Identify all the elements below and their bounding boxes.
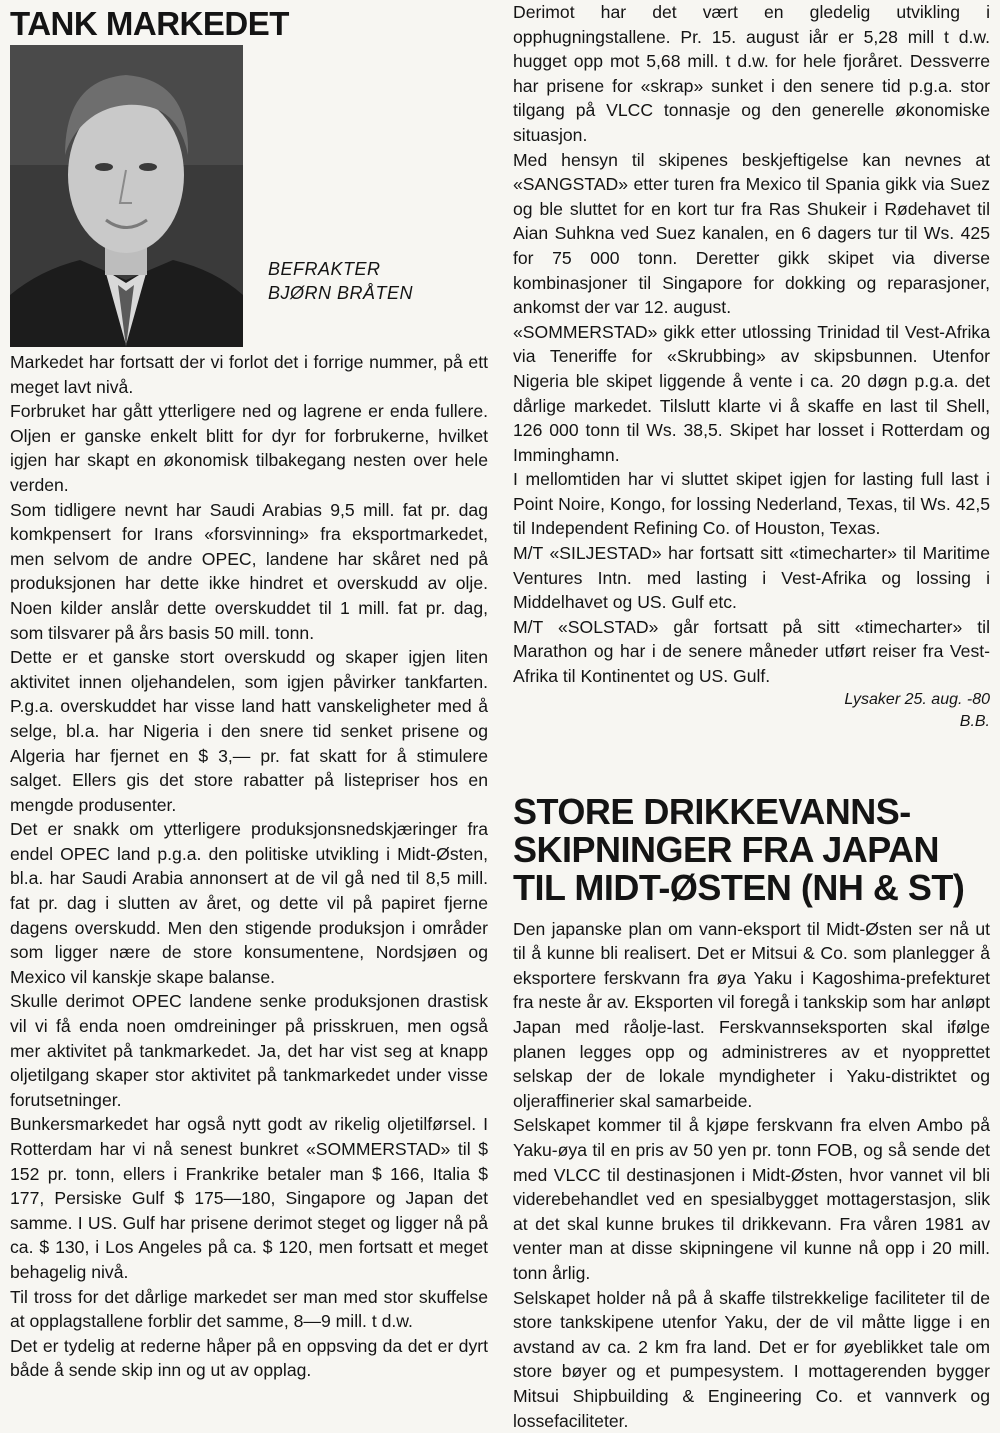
paragraph: Derimot har det vært en gledelig utvikling i opphugningstallene. Pr. 15. august iår er 5,28 mill t d.w. hugget opp mot 5,68 mill. t d.w. for hele fjoråret. Dessverre har prisene for «skrap» sunket i den senere tid p.g.a. stor tilgang på VLCC tonnasje og den generelle økonomiske situasjon. — [513, 2, 990, 145]
title-line: TIL MIDT-ØSTEN (NH & ST) — [513, 866, 965, 908]
paragraph: Dette er et ganske stort overskudd og skaper igjen liten aktivitet innen oljehandelen, som igjen påvirker tankfarten. P.g.a. overskuddet har visse land hatt vanskeligheter med å selge, bl.a. har Nigeria i den snere tid senket prisene og Algeria har fjernet en $ 3,— pr. fat skatt for å stimulere salget. Ellers gis det store rabatter på listepriser hos en mengde produsenter. — [10, 647, 488, 815]
tank-article-body-left — [10, 350, 488, 1383]
paragraph: «SOMMERSTAD» gikk etter utlossing Trinidad til Vest-Afrika via Teneriffe for «Skrubbing» av skipsbunnen. Utenfor Nigeria ble skipet liggende å vente i ca. 20 døgn p.g.a. det dårlige markedet. Tilslutt klarte vi å skaffe en last til Shell, 126 000 tonn til Ws. 38,5. Skipet har losset i Rotterdam og Imminghamn. — [513, 321, 990, 465]
paragraph: Det er tydelig at rederne håper på en oppsving da det er dyrt både å sende skip inn og ut av opplag. — [10, 1335, 488, 1381]
title-line: STORE DRIKKEVANNS- — [513, 790, 911, 832]
title-line: SKIPNINGER FRA JAPAN — [513, 828, 940, 870]
paragraph: Med hensyn til skipenes beskjeftigelse kan nevnes at «SANGSTAD» etter turen fra Mexico til Spania gikk via Suez og ble sluttet for en kort tur fra Ras Shukeir i Rødehavet til Aian Suhkna ved Suez kanalen, en 6 dagers tur til Ws. 425 for 75 000 tonn. Deretter gikk skipet via diverse kombinasjoner til Singapore for dokking og reparasjoner, ankomst der var 12. august. — [513, 149, 990, 318]
article-title-store-drikkevanns — [513, 790, 990, 908]
paragraph: Markedet har fortsatt der vi forlot det i forrige nummer, på ett meget lavt nivå. — [10, 352, 488, 397]
paragraph: Skulle derimot OPEC landene senke produksjonen drastisk vil vi få enda noen omdreininger på prisskruen, men også mer aktivitet på tankmarkedet. Ja, det har vist seg at knapp oljetilgang skaper stor aktivitet på tankmarkedet under visse forutsetninger. — [10, 991, 488, 1110]
paragraph: Selskapet holder nå på å skaffe tilstrekkelige faciliteter til de store tankskipene utenfor Yaku, der de vil måtte ligge i en avstand av ca. 2 km fra land. Det er for øyeblikket tale om store bøyer og et pumpesystem. I mottagerenden bygger Mitsui Shipbuilding & Engineering Co. et vannverk og lossefaciliteter. — [513, 1287, 990, 1431]
paragraph: Forbruket har gått ytterligere ned og lagrene er enda fullere. Oljen er ganske enkelt blitt for dyr for forbrukerne, hvilket igjen har skapt en økonomisk tilbakegang nesten over hele verden. — [10, 401, 488, 495]
paragraph: M/T «SILJESTAD» har fortsatt sitt «timecharter» til Maritime Ventures Intn. med lasting i Vest-Afrika og lossing i Middelhavet og US. Gulf etc. — [513, 543, 990, 613]
article-title-tank-markedet: TANK MARKEDET — [10, 5, 289, 42]
paragraph: Bunkersmarkedet har også nytt godt av rikelig oljetilførsel. I Rotterdam har vi nå senest bunkret «SOMMERSTAD» til $ 152 pr. tonn, ellers i Frankrike betaler man $ 166, Italia $ 177, Persiske Gulf $ 175—180, Singapore og Japan det samme. I US. Gulf har prisene derimot steget og ligger nå på ca. $ 130, i Los Angeles på ca. $ 120, men fortsatt et meget behagelig nivå. — [10, 1114, 488, 1282]
paragraph: Selskapet kommer til å kjøpe ferskvann fra elven Ambo på Yaku-øya til en pris av 50 yen pr. tonn FOB, og så sende det med VLCC til destinasjonen i Midt-Østen, hvor vannet vil bli viderebehandlet ved en spesialbygget mottagerstasjon, slik at det skal kunne brukes til drikkevann. Fra våren 1981 av venter man at disse skipningene vil kunne nå opp i 20 mill. tonn årlig. — [513, 1115, 990, 1283]
paragraph: M/T «SOLSTAD» går fortsatt på sitt «timecharter» til Marathon og har i de senere måneder utført reiser fra Vest-Afrika til Kontinentet og US. Gulf. — [513, 616, 990, 687]
photo-block — [10, 45, 488, 350]
caption-role: BEFRAKTER — [268, 259, 381, 279]
paragraph: Den japanske plan om vann-eksport til Midt-Østen ser nå ut til å kunne bli realisert. Det er Mitsui & Co. som planlegger å eksportere ferskvann fra øya Yaku i Kagoshima-prefekturet fra neste år av. Eksporten vil foregå i tankskip som har anløpt Japan med råolje-last. Ferskvannseksporten skal ifølge planen legges opp og administreres av et nyopprettet selskap der de lokale myndigheter i Yaku-distriktet og oljeraffinerier skal samarbeide. — [513, 918, 990, 1111]
caption-name: BJØRN BRÅTEN — [268, 283, 414, 303]
tank-article-body-right — [513, 0, 990, 733]
left-column — [10, 0, 488, 1383]
store-article-body — [513, 917, 990, 1433]
right-column — [513, 0, 990, 1433]
paragraph: Som tidligere nevnt har Saudi Arabias 9,5 mill. fat pr. dag komkpensert for Irans «forsvinning» fra eksportmarkedet, men selvom de andre OPEC, landene har skåret ned på produksjonen har dette ikke hindret et overskudd av olje. Noen kilder anslår dette overskuddet til 1 mill. fat pr. dag, som tilsvarer på års basis 50 mill. tonn. — [10, 499, 488, 643]
portrait-illustration — [10, 45, 243, 347]
paragraph: I mellomtiden har vi sluttet skipet igjen for lasting full last i Point Noire, Kongo, for lossing Nederland, Texas, til Ws. 42,5 til Independent Refining Co. of Houston, Texas. — [513, 469, 990, 539]
paragraph: Det er snakk om ytterligere produksjonsnedskjæringer fra endel OPEC land p.g.a. den politiske utvikling i Midt-Østen, bl.a. har Saudi Arabia annonsert at de vil gå ned til 8,5 mill. fat pr. dag i slutten av året, og dette vil på papiret fjerne dagens overskudd. Men den stigende produksjon i områder som ligger nære de store konsumentene, Nordsjøen og Mexico vil kanskje skape balanse. — [10, 819, 488, 987]
signoff-place: Lysaker 25. aug. -80 — [844, 690, 990, 708]
signoff-initials: B.B. — [959, 712, 990, 730]
portrait-photo — [10, 45, 243, 347]
photo-caption — [268, 257, 413, 305]
paragraph: Til tross for det dårlige markedet ser man med stor skuffelse at opplagstallene forblir det samme, 8—9 mill. t d.w. — [10, 1286, 488, 1332]
